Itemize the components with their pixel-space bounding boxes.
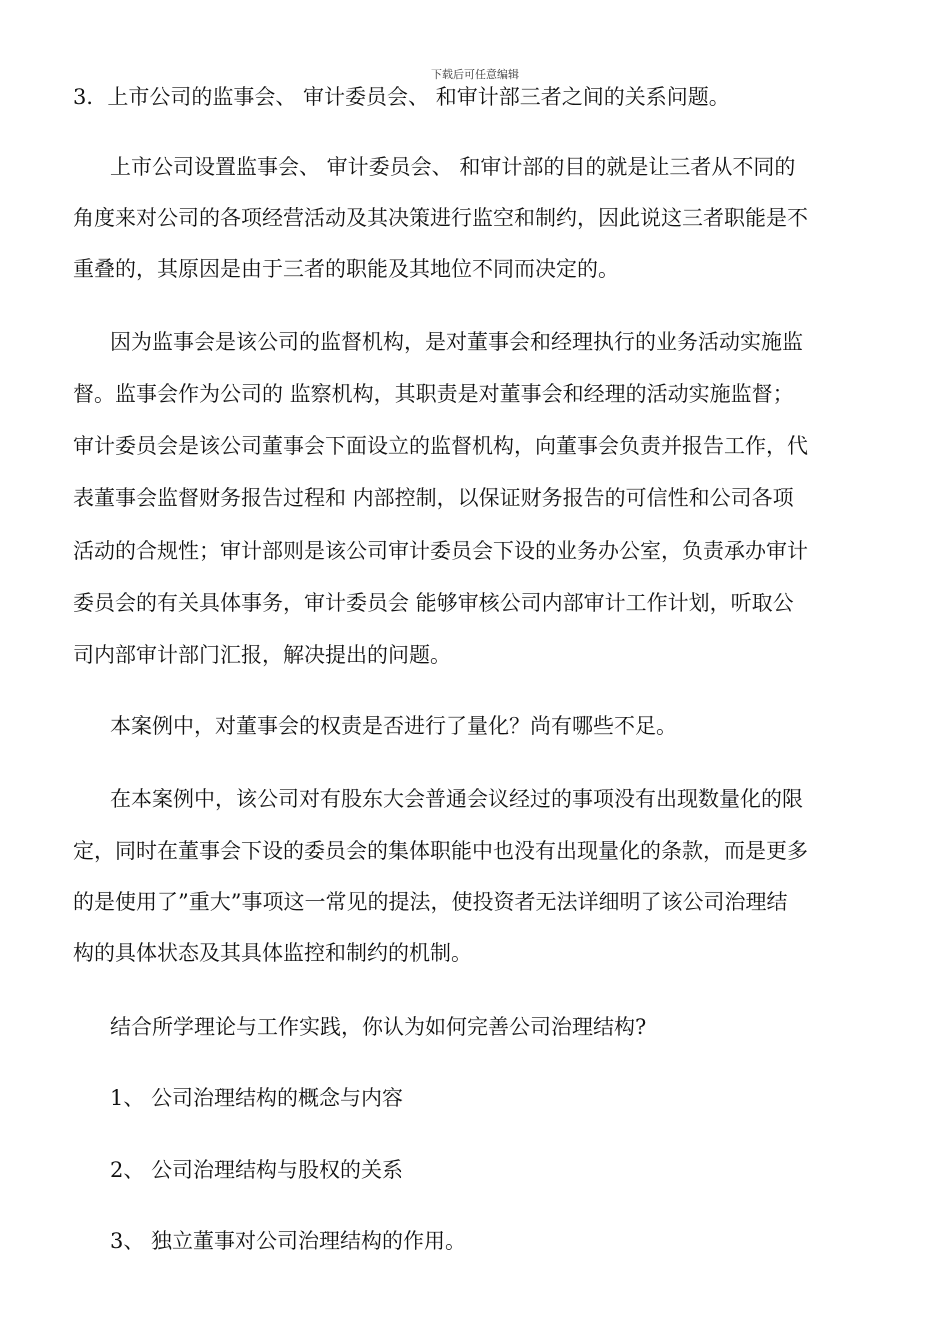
paragraph-line: 司内部审计部门汇报，解决提出的问题。	[73, 643, 451, 667]
paragraph-line: 活动的合规性；审计部则是该公司审计委员会下设的业务办公室，负责承办审计	[73, 539, 808, 563]
paragraph-line: 在本案例中，该公司对有股东大会普通会议经过的事项没有出现数量化的限	[110, 787, 803, 811]
list-item: 2、 公司治理结构与股权的关系	[110, 1158, 404, 1182]
paragraph-line: 督。监事会作为公司的 监察机构，其职责是对董事会和经理的活动实施监督；	[73, 382, 794, 406]
list-item: 1、 公司治理结构的概念与内容	[110, 1086, 404, 1110]
question-line: 本案例中，对董事会的权责是否进行了量化？尚有哪些不足。	[110, 714, 677, 738]
paragraph-line: 表董事会监督财务报告过程和 内部控制，以保证财务报告的可信性和公司各项	[73, 486, 794, 510]
question-line: 结合所学理论与工作实践，你认为如何完善公司治理结构?	[110, 1015, 647, 1039]
list-item: 3、 独立董事对公司治理结构的作用。	[110, 1229, 467, 1253]
page-header: 下载后可任意编辑	[431, 68, 519, 81]
paragraph-line: 的是使用了”重大”事项这一常见的提法，使投资者无法详细明了该公司治理结	[73, 890, 788, 914]
paragraph-line: 重叠的，其原因是由于三者的职能及其地位不同而决定的。	[73, 257, 619, 281]
paragraph-line: 构的具体状态及其具体监控和制约的机制。	[73, 941, 472, 965]
question-3-heading: 3．上市公司的监事会、 审计委员会、 和审计部三者之间的关系问题。	[73, 85, 730, 109]
paragraph-line: 角度来对公司的各项经营活动及其决策进行监空和制约，因此说这三者职能是不	[73, 206, 808, 230]
paragraph-line: 上市公司设置监事会、 审计委员会、 和审计部的目的就是让三者从不同的	[110, 155, 796, 179]
paragraph-line: 审计委员会是该公司董事会下面设立的监督机构，向董事会负责并报告工作，代	[73, 434, 808, 458]
paragraph-line: 委员会的有关具体事务，审计委员会 能够审核公司内部审计工作计划，听取公	[73, 591, 794, 615]
paragraph-line: 因为监事会是该公司的监督机构，是对董事会和经理执行的业务活动实施监	[110, 330, 803, 354]
paragraph-line: 定，同时在董事会下设的委员会的集体职能中也没有出现量化的条款，而是更多	[73, 839, 808, 863]
